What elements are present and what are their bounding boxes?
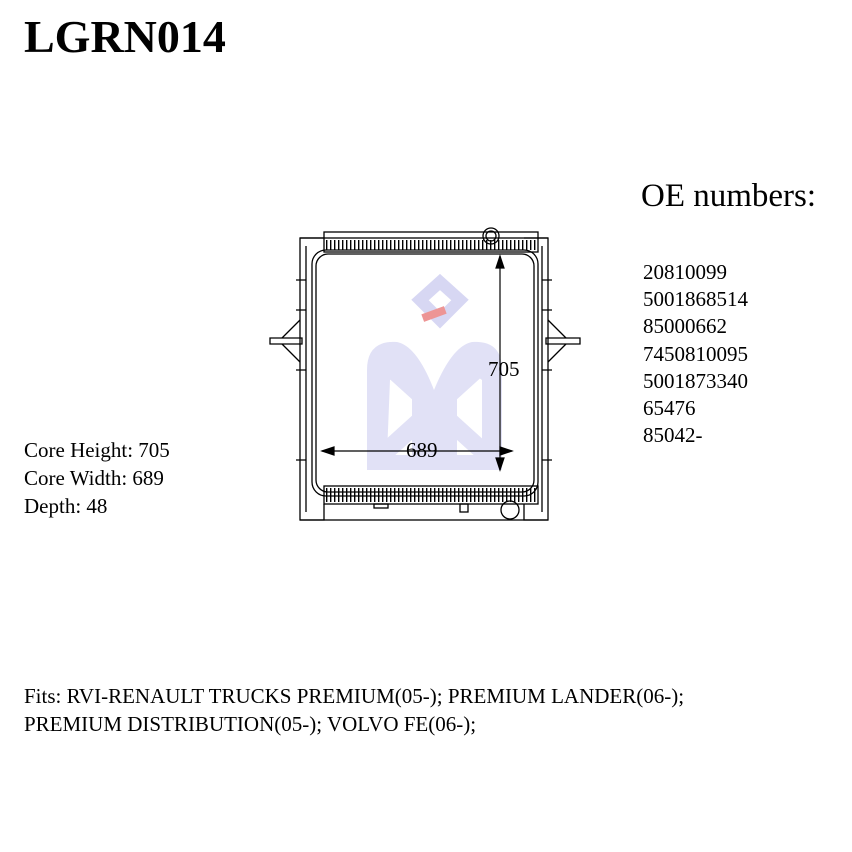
width-dimension-label: 689 [406, 438, 438, 462]
core-width-spec: Core Width: 689 [24, 466, 164, 490]
depth-spec: Depth: 48 [24, 494, 108, 518]
oe-number-item: 5001868514 [643, 287, 748, 312]
top-tank [324, 228, 538, 252]
oe-number-item: 20810099 [643, 260, 727, 284]
oe-numbers-heading: OE numbers: [641, 178, 817, 214]
oe-number-item: 85000662 [643, 314, 727, 339]
radiator-drawing-svg [262, 220, 592, 530]
oe-number-item: 65476 [643, 396, 696, 421]
bottom-tank [300, 486, 548, 520]
oe-number-item: 85042- [643, 423, 703, 448]
fits-line-2: PREMIUM DISTRIBUTION(05-); VOLVO FE(06-); [24, 712, 477, 736]
radiator-drawing [262, 220, 592, 530]
oe-number-item: 5001873340 [643, 368, 748, 393]
oe-numbers-list [643, 259, 748, 449]
product-code-title: LGRN014 [24, 11, 226, 62]
core-height-spec: Core Height: 705 [24, 438, 170, 462]
fits-line-1: Fits: RVI-RENAULT TRUCKS PREMIUM(05-); PREMIUM LANDER(06-); [24, 684, 685, 708]
height-dimension-label: 705 [488, 357, 520, 381]
fits-vehicles [24, 682, 839, 738]
core-specifications [24, 436, 170, 520]
oe-number-item: 7450810095 [643, 341, 748, 366]
